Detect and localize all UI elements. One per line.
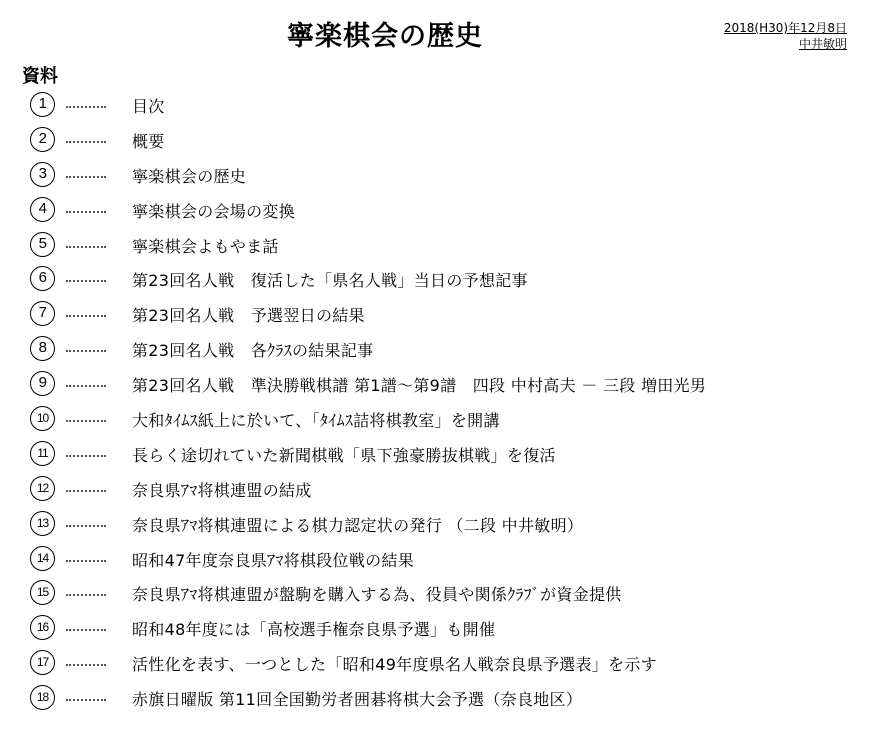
item-number: 6: [30, 266, 55, 291]
list-item: [0, 123, 873, 158]
item-text: 長らく途切れていた新聞棋戦「県下強豪勝抜棋戦」を復活: [132, 445, 556, 465]
item-text: 奈良県ｱﾏ将棋連盟による棋力認定状の発行 （二段 中井敏明）: [132, 515, 584, 535]
dotted-leader: [66, 246, 106, 248]
item-number: 4: [30, 197, 55, 222]
list-item: [0, 262, 873, 297]
list-item: [0, 402, 873, 437]
list-item: [0, 88, 873, 123]
item-text: 活性化を表す、一つとした「昭和49年度県名人戦奈良県予選表」を示す: [132, 655, 657, 675]
dotted-leader: [66, 664, 106, 666]
list-item: [0, 437, 873, 472]
item-text: 大和ﾀｲﾑｽ紙上に於いて、「ﾀｲﾑｽ詰将棋教室」を開講: [132, 411, 500, 431]
document-author: 中井敏明: [798, 37, 847, 51]
item-text: 昭和48年度には「高校選手権奈良県予選」も開催: [132, 620, 496, 640]
item-text: 寧楽棋会よもやま話: [132, 236, 279, 256]
dotted-leader: [66, 699, 106, 701]
item-number: 7: [30, 301, 55, 326]
item-text: 寧楽棋会の会場の変換: [132, 201, 296, 221]
contents-list: [0, 88, 873, 716]
list-item: [0, 646, 873, 681]
document-title: 寧楽棋会の歴史: [287, 21, 483, 52]
item-number: 11: [30, 441, 55, 466]
item-number: 9: [30, 371, 55, 396]
dotted-leader: [66, 211, 106, 213]
document-meta: [724, 20, 847, 52]
list-item: [0, 228, 873, 263]
item-number: 17: [30, 650, 55, 675]
dotted-leader: [66, 629, 106, 631]
dotted-leader: [66, 594, 106, 596]
dotted-leader: [66, 420, 106, 422]
list-item: [0, 367, 873, 402]
list-item: [0, 332, 873, 367]
list-item: [0, 576, 873, 611]
item-number: 12: [30, 476, 55, 501]
list-item: [0, 542, 873, 577]
dotted-leader: [66, 560, 106, 562]
dotted-leader: [66, 106, 106, 108]
dotted-leader: [66, 490, 106, 492]
item-text: 奈良県ｱﾏ将棋連盟が盤駒を購入する為、役員や関係ｸﾗﾌﾞが資金提供: [132, 585, 622, 605]
item-text: 第23回名人戦 復活した「県名人戦」当日の予想記事: [132, 271, 528, 291]
dotted-leader: [66, 280, 106, 282]
list-item: [0, 681, 873, 716]
item-text: 寧楽棋会の歴史: [132, 166, 247, 186]
item-text: 奈良県ｱﾏ将棋連盟の結成: [132, 480, 312, 500]
item-number: 18: [30, 685, 55, 710]
list-item: [0, 297, 873, 332]
item-number: 15: [30, 580, 55, 605]
item-text: 赤旗日曜版 第11回全国勤労者囲碁将棋大会予選（奈良地区）: [132, 690, 583, 710]
item-text: 第23回名人戦 準決勝戦棋譜 第1譜～第9譜 四段 中村高夫 － 三段 増田光男: [132, 376, 707, 396]
dotted-leader: [66, 141, 106, 143]
list-item: [0, 193, 873, 228]
item-number: 8: [30, 336, 55, 361]
item-number: 3: [30, 162, 55, 187]
item-number: 16: [30, 615, 55, 640]
list-item: [0, 507, 873, 542]
section-label: 資料: [22, 66, 58, 87]
dotted-leader: [66, 525, 106, 527]
list-item: [0, 472, 873, 507]
item-number: 14: [30, 546, 55, 571]
item-number: 10: [30, 406, 55, 431]
item-text: 概要: [132, 131, 165, 151]
item-number: 1: [30, 92, 55, 117]
item-text: 第23回名人戦 各ｸﾗｽの結果記事: [132, 341, 374, 361]
item-text: 第23回名人戦 予選翌日の結果: [132, 306, 365, 326]
item-text: 目次: [132, 97, 165, 116]
document-date: 2018(H30)年12月8日: [723, 21, 847, 35]
dotted-leader: [66, 176, 106, 178]
dotted-leader: [66, 315, 106, 317]
dotted-leader: [66, 385, 106, 387]
item-number: 5: [30, 232, 55, 257]
list-item: [0, 611, 873, 646]
item-text: 昭和47年度奈良県ｱﾏ将棋段位戦の結果: [132, 550, 415, 570]
dotted-leader: [66, 350, 106, 352]
list-item: [0, 158, 873, 193]
item-number: 13: [30, 511, 55, 536]
item-number: 2: [30, 127, 55, 152]
dotted-leader: [66, 455, 106, 457]
